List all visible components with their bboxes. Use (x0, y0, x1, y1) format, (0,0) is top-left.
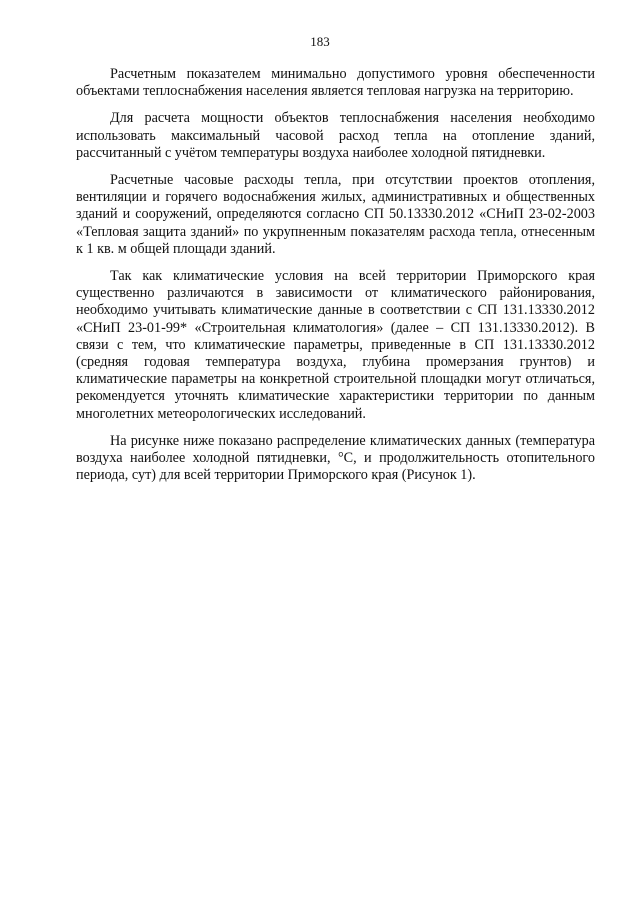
paragraph-heat-load-indicator: Расчетным показателем минимально допустимого уровня обеспеченности объектами теплоснабжения населения является тепловая нагрузка на территорию. (76, 66, 595, 100)
paragraph-heat-capacity-calculation: Для расчета мощности объектов теплоснабжения населения необходимо использовать максимальный часовой расход тепла на отопление зданий, рассчитанный с учётом температуры воздуха наиболее холодной пятидневки. (76, 110, 595, 161)
page-number: 183 (310, 34, 330, 49)
paragraph-figure-reference: На рисунке ниже показано распределение климатических данных (температура воздуха наиболее холодной пятидневки, °С, и продолжительность отопительного периода, сут) для всей территории Приморского края (Рисунок 1). (76, 432, 595, 484)
paragraph-hourly-heat-consumption: Расчетные часовые расходы тепла, при отсутствии проектов отопления, вентиляции и горячего водоснабжения жилых, административных и общественных зданий и сооружений, определяются согласно СП 50.13330.2012 «СНиП 23-02-2003 «Тепловая защита зданий» по укрупненным показателям расхода тепла, отнесенным к 1 кв. м общей площади зданий. (76, 172, 595, 257)
page-body (76, 66, 595, 494)
paragraph-climatic-conditions: Так как климатические условия на всей территории Приморского края существенно различаются в зависимости от климатического районирования, необходимо учитывать климатические данные в соответствии с СП 131.13330.2012 «СНиП 23-01-99* «Строительная климатология» (далее – СП 131.13330.2012). В связи с тем, что климатические параметры, приведенные в СП 131.13330.2012 (средняя годовая температура воздуха, глубина промерзания грунтов) и климатические параметры на конкретной строительной площадки могут отличаться, рекомендуется уточнять климатические характеристики территории по данным многолетних метеорологических исследований. (76, 268, 595, 422)
